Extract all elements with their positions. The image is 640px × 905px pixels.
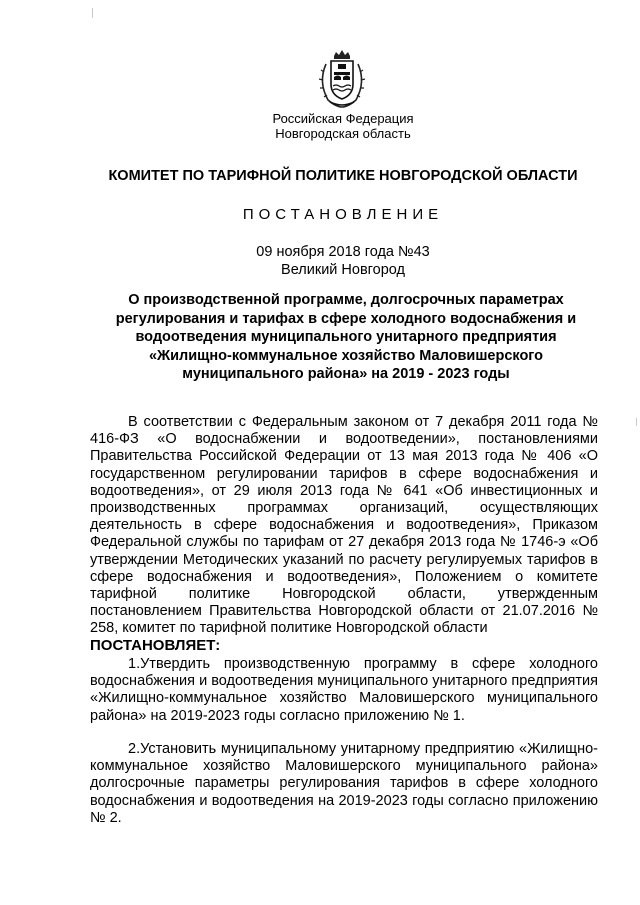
scan-speck: [636, 418, 637, 426]
committee-name: КОМИТЕТ ПО ТАРИФНОЙ ПОЛИТИКЕ НОВГОРОДСКОЙ ОБЛАСТИ: [108, 168, 578, 184]
coat-of-arms-icon: [316, 50, 368, 110]
decree-word: ПОСТАНОВЛЯЕТ:: [90, 637, 221, 654]
item-1-paragraph: 1.Утвердить производственную программу в сфере холодного водоснабжения и водоотведения муниципального унитарного предприятия «Жилищно-коммунальное хозяйство Маловишерского муниципального района» на 2019-2023 годы согласно приложению № 1.: [90, 656, 598, 724]
preamble-paragraph: В соответствии с Федеральным законом от 7 декабря 2011 года № 416-ФЗ «О водоснабжении и водоотведении», постановлениями Правительства Российской Федерации от 13 мая 2013 года № 406 «О государственном регулировании тарифов в сфере водоснабжения и водоотведения», от 29 июля 2013 года № 641 «Об инвестиционных и производственных программах организаций, осуществляющих деятельность в сфере водоснабжения и водоотведения», Приказом Федеральной службы по тарифам от 27 декабря 2013 года № 1746-э «Об утверждении Методических указаний по расчету регулируемых тарифов в сфере водоснабжения и водоотведения», Положением о комитете тарифной политике Новгородской области, утвержденным постановлением Правительства Новгородской области от 21.07.2016 № 258, комитет по тарифной политике Новгородской области: [90, 414, 598, 637]
country-name: Российская Федерация: [272, 111, 414, 126]
date-number: 09 ноября 2018 года №43: [256, 244, 430, 260]
region-name: Новгородская область: [275, 126, 411, 141]
scan-speck: [92, 8, 93, 18]
city-name: Великий Новгород: [281, 262, 405, 278]
resolution-title: О производственной программе, долгосрочных параметрах регулирования и тарифах в сфере холодного водоснабжения и водоотведения муниципального унитарного предприятия «Жилищно-коммунальное хозяйство Маловишерского муниципального района» на 2019 - 2023 годы: [115, 292, 577, 382]
item-2-paragraph: 2.Установить муниципальному унитарному предприятию «Жилищно-коммунальное хозяйство Маловишерского муниципального района» долгосрочные параметры регулирования тарифов в сфере холодного водоснабжения и водоотведения на 2019-2023 годы согласно приложению № 2.: [90, 741, 598, 826]
document-type: ПОСТАНОВЛЕНИЕ: [242, 206, 444, 223]
